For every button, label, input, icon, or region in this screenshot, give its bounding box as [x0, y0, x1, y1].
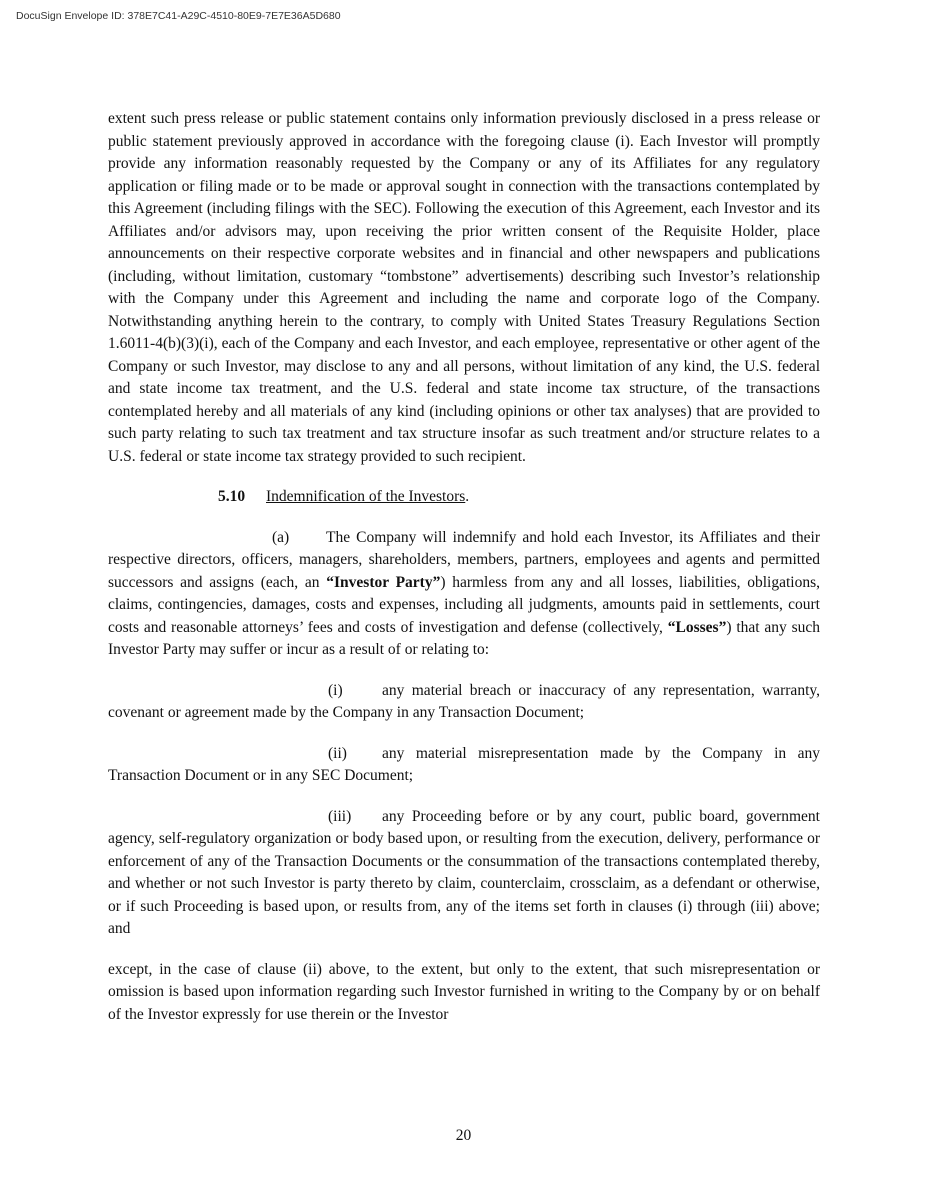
- clause-iii-text: any Proceeding before or by any court, public board, government agency, self-regulatory organization or body based upon, or resulting from the execution, delivery, performance or enforcement of any of the Transaction Documents or the consummation of the transactions contemplated thereby, and whether or not such Investor is party thereto by claim, counterclaim, crossclaim, as a defendant or otherwise, or if such Proceeding is based upon, or results from, any of the items set forth in clauses (i) through (iii) above; and: [108, 807, 820, 937]
- section-number: 5.10: [218, 488, 246, 505]
- clause-iii: [108, 806, 820, 941]
- clause-ii-text: any material misrepresentation made by the Company in any Transaction Document or in any SEC Document;: [108, 744, 820, 784]
- clause-i-label: (i): [328, 681, 343, 699]
- clause-a-label: (a): [272, 528, 290, 546]
- defined-term-investor-party: “Investor Party”: [326, 573, 441, 591]
- section-title-period: .: [465, 488, 470, 505]
- document-body: [108, 108, 820, 1026]
- page-number: 20: [455, 1127, 472, 1144]
- clause-i-text: any material breach or inaccuracy of any representation, warranty, covenant or agreement made by the Company in any Transaction Document;: [108, 681, 820, 721]
- clause-a-text-1: The Company will indemnify and hold each Investor, its Affiliates and their respective directors, officers, managers, shareholders, members, partners, employees and agents and permitted successors and assigns (each, an: [108, 528, 820, 591]
- section-title: Indemnification of the Investors: [266, 488, 466, 505]
- clause-ii-label: (ii): [328, 744, 347, 762]
- defined-term-losses: “Losses”: [667, 618, 727, 636]
- clause-a-text-2: ) harmless from any and all losses, liabilities, obligations, claims, contingencies, damages, costs and expenses, including all judgments, amounts paid in settlements, court costs and reasonable attorneys’ fees and costs of investigation and defense (collectively,: [108, 573, 820, 636]
- clause-a: [108, 527, 820, 662]
- clause-iii-label: (iii): [328, 807, 352, 825]
- clause-a-text-3: ) that any such Investor Party may suffer or incur as a result of or relating to:: [108, 618, 820, 658]
- clause-ii: [108, 743, 820, 788]
- docusign-envelope-id: DocuSign Envelope ID: 378E7C41-A29C-4510-80E9-7E7E36A5D680: [16, 10, 341, 22]
- paragraph-except: except, in the case of clause (ii) above, to the extent, but only to the extent, that such misrepresentation or omission is based upon information regarding such Investor furnished in writing to the Company by or on behalf of the Investor expressly for use therein or the Investor: [108, 960, 820, 1023]
- section-heading: [108, 486, 820, 509]
- clause-i: [108, 680, 820, 725]
- paragraph-disclosure: extent such press release or public statement contains only information previously disclosed in a press release or public statement previously approved in accordance with the foregoing clause (i). Each Investor will promptly provide any information reasonably requested by the Company or any of its Affiliates for any regulatory application or filing made or to be made or approval sought in connection with the transactions contemplated by this Agreement (including filings with the SEC). Following the execution of this Agreement, each Investor and its Affiliates and/or advisors may, upon receiving the prior written consent of the Requisite Holder, place announcements on their respective corporate websites and in financial and other newspapers and publications (including, without limitation, customary “tombstone” advertisements) describing such Investor’s relationship with the Company under this Agreement and including the name and corporate logo of the Company. Notwithstanding anything herein to the contrary, to comply with United States Treasury Regulations Section 1.6011-4(b)(3)(i), each of the Company and each Investor, and each employee, representative or other agent of the Company or such Investor, may disclose to any and all persons, without limitation of any kind, the U.S. federal and state income tax treatment, and the U.S. federal and state income tax structure, of the transactions contemplated hereby and all materials of any kind (including opinions or other tax analyses) that are provided to such party relating to such tax treatment and tax structure insofar as such treatment and/or structure relates to a U.S. federal or state income tax strategy provided to such recipient.: [108, 110, 820, 465]
